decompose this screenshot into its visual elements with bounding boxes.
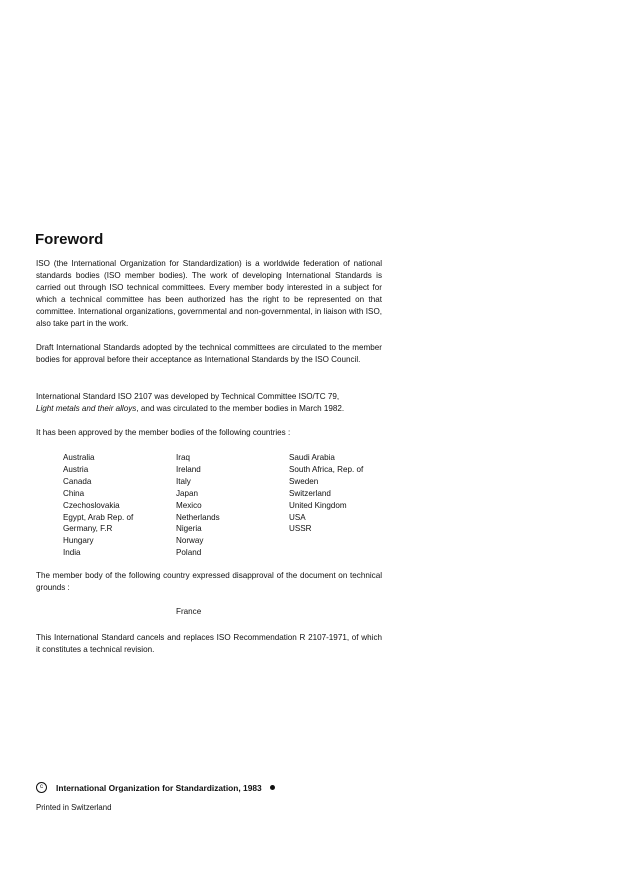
copyright-line xyxy=(36,782,275,793)
country-item: Italy xyxy=(176,476,191,486)
circulation-text: , and was circulated to the member bodies in March 1982. xyxy=(136,404,345,414)
copyright-icon: c xyxy=(36,782,47,793)
country-item: Netherlands xyxy=(176,512,220,522)
country-item: Mexico xyxy=(176,500,202,510)
country-item: Hungary xyxy=(63,536,94,546)
countries-column-3 xyxy=(289,452,393,559)
countries-column-1 xyxy=(63,452,176,559)
disapproving-country: France xyxy=(176,607,202,616)
country-item: Poland xyxy=(176,548,202,558)
copyright-text: International Organization for Standardization, 1983 xyxy=(56,782,262,793)
foreword-title: Foreword xyxy=(35,231,104,248)
country-item: Japan xyxy=(176,488,199,498)
printed-in: Printed in Switzerland xyxy=(36,803,112,812)
committee-title: Light metals and their alloys xyxy=(36,404,137,414)
country-item: Nigeria xyxy=(176,524,202,534)
country-item: Norway xyxy=(176,536,204,546)
foreword-paragraph-revision: This International Standard cancels and replaces ISO Recommendation R 2107-1971, of which it constitutes a technical revision. xyxy=(36,633,382,655)
country-item: Australia xyxy=(63,453,95,462)
country-item: Switzerland xyxy=(289,488,331,498)
country-item: Canada xyxy=(63,476,92,486)
country-item: Iraq xyxy=(176,453,190,462)
approving-countries-list xyxy=(63,452,393,559)
country-item: United Kingdom xyxy=(289,500,347,510)
country-item: Ireland xyxy=(176,464,201,474)
foreword-paragraph-disapproval: The member body of the following country expressed disapproval of the document on technical grounds : xyxy=(36,571,382,593)
development-text: International Standard ISO 2107 was developed by Technical Committee ISO/TC 79, xyxy=(36,392,340,401)
country-item: Austria xyxy=(63,464,89,474)
country-item: China xyxy=(63,488,85,498)
country-item: Czechoslovakia xyxy=(63,500,120,510)
country-item: USSR xyxy=(289,524,312,534)
country-item: USA xyxy=(289,512,306,522)
country-item: India xyxy=(63,548,81,558)
foreword-paragraph-iso-intro: ISO (the International Organization for Standardization) is a worldwide federation of national standards bodies (ISO member bodies). The work of developing International Standards is carried out through ISO technical committees. Every member body interested in a subject for which a technical committee has been authorized has the right to be represented on that committee. International organizations, governmental and non-governmental, in liaison with ISO, also take part in the work. xyxy=(36,259,382,329)
foreword-paragraph-draft-standards: Draft International Standards adopted by the technical committees are circulated to the member bodies for approval before their acceptance as International Standards by the ISO Council. xyxy=(36,343,382,365)
foreword-paragraph-development xyxy=(36,391,382,415)
country-item: Saudi Arabia xyxy=(289,453,335,462)
foreword-paragraph-approval: It has been approved by the member bodies of the following countries : xyxy=(36,428,291,437)
bullet-icon xyxy=(270,785,275,790)
country-item: Germany, F.R xyxy=(63,524,113,534)
country-item: South Africa, Rep. of xyxy=(289,464,364,474)
countries-column-2 xyxy=(176,452,289,559)
country-item: Egypt, Arab Rep. of xyxy=(63,512,134,522)
country-item: Sweden xyxy=(289,476,319,486)
